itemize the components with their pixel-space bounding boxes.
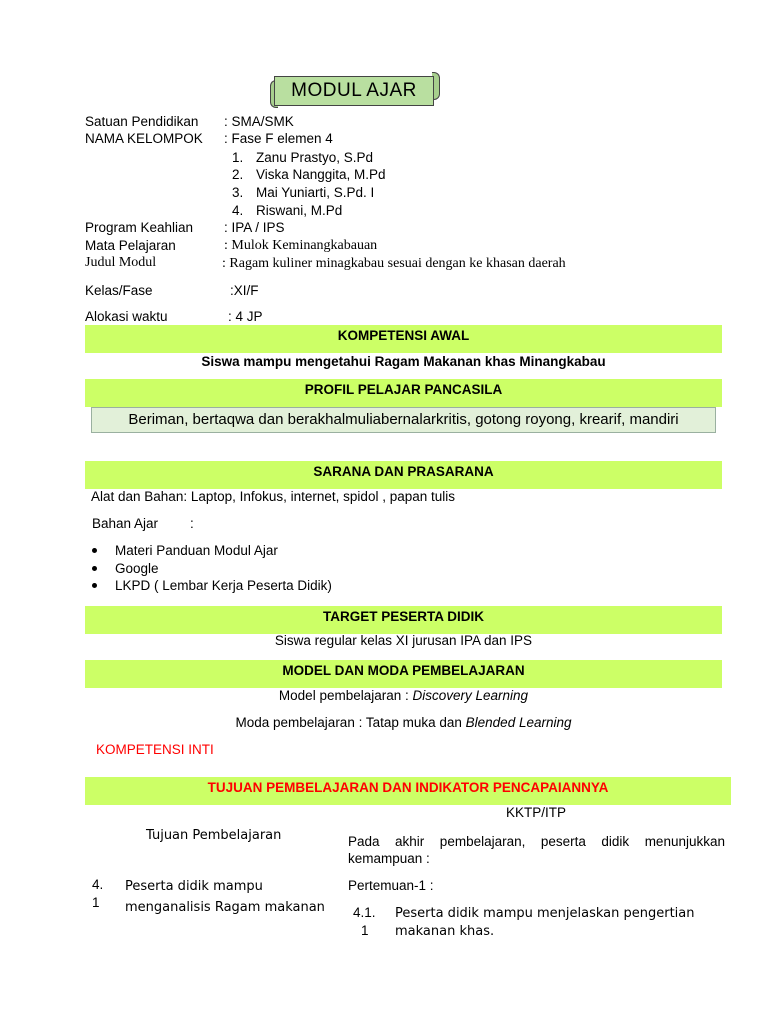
indikator-number: 4.1. <box>353 905 376 920</box>
program-value: : IPA / IPS <box>224 220 285 235</box>
tujuan-heading: TUJUAN PEMBELAJARAN DAN INDIKATOR PENCAPAIANNYA <box>85 777 731 805</box>
model-line <box>85 688 722 703</box>
target-text: Siswa regular kelas XI jurusan IPA dan IPS <box>274 633 533 648</box>
title-banner <box>270 72 440 108</box>
list-item: Google <box>115 561 159 576</box>
moda-line <box>85 715 722 730</box>
moda-value: Blended Learning <box>465 715 572 730</box>
judul-label: Judul Modul <box>85 255 157 270</box>
mapel-label: Mata Pelajaran <box>85 238 176 253</box>
list-item: Materi Panduan Modul Ajar <box>115 543 278 558</box>
member-name: Riswani, M.Pd <box>256 203 343 218</box>
target-heading: TARGET PESERTA DIDIK <box>85 606 722 634</box>
judul-value: : Ragam kuliner minagkabau sesuai dengan ke khasan daerah <box>222 256 566 271</box>
indikator-line: makanan khas. <box>395 924 495 939</box>
page-title: MODUL AJAR <box>291 80 417 101</box>
member-num: 1. <box>232 150 244 165</box>
tujuan-column-header: Tujuan Pembelajaran <box>146 828 282 843</box>
tujuan-line: Peserta didik mampu <box>125 879 263 894</box>
kemampuan-text: Pada akhir pembelajaran, peserta didik menunjukkan kemampuan : <box>348 834 725 866</box>
member-num: 2. <box>232 167 244 182</box>
indikator-number-sub: 1 <box>361 923 369 938</box>
kelompok-value: : Fase F elemen 4 <box>224 131 333 146</box>
satuan-value: : SMA/SMK <box>224 114 294 129</box>
kelas-value: :XI/F <box>230 283 259 298</box>
member-name: Zanu Prastyo, S.Pd <box>256 150 374 165</box>
mapel-value: : Mulok Keminangkabauan <box>224 238 378 253</box>
member-num: 4. <box>232 203 244 218</box>
kompetensi-inti-heading: KOMPETENSI INTI <box>96 742 214 757</box>
bullet-icon <box>92 583 97 588</box>
kompetensi-awal-text: Siswa mampu mengetahui Ragam Makanan khas Minangkabau <box>201 354 606 369</box>
profil-heading: PROFIL PELAJAR PANCASILA <box>85 379 722 407</box>
alat-bahan-text: Alat dan Bahan: Laptop, Infokus, internet, spidol , papan tulis <box>91 489 455 504</box>
sarana-heading: SARANA DAN PRASARANA <box>85 461 722 489</box>
member-name: Mai Yuniarti, S.Pd. I <box>256 185 375 200</box>
bahan-ajar-label: Bahan Ajar <box>92 516 159 531</box>
bullet-icon <box>92 548 97 553</box>
kompetensi-awal-heading: KOMPETENSI AWAL <box>85 325 722 353</box>
member-name: Viska Nanggita, M.Pd <box>256 167 386 182</box>
list-item: LKPD ( Lembar Kerja Peserta Didik) <box>115 578 332 593</box>
model-prefix: Model pembelajaran : <box>278 688 413 703</box>
kelompok-label: NAMA KELOMPOK <box>85 131 203 146</box>
alokasi-value: : 4 JP <box>228 309 263 324</box>
moda-prefix: Moda pembelajaran : Tatap muka dan <box>235 715 466 730</box>
alokasi-label: Alokasi waktu <box>85 309 168 324</box>
tujuan-number-sub: 1 <box>92 895 100 910</box>
kelas-label: Kelas/Fase <box>85 283 153 298</box>
tujuan-number: 4. <box>92 877 104 892</box>
kktp-label: KKTP/ITP <box>506 805 567 820</box>
satuan-label: Satuan Pendidikan <box>85 114 199 129</box>
program-label: Program Keahlian <box>85 220 194 235</box>
indikator-line: Peserta didik mampu menjelaskan pengertian <box>395 906 695 921</box>
pertemuan-label: Pertemuan-1 : <box>348 878 434 893</box>
tujuan-line: menganalisis Ragam makanan <box>125 900 325 915</box>
profil-text-box: Beriman, bertaqwa dan berakhalmuliabernalarkritis, gotong royong, krearif, mandiri <box>91 407 716 433</box>
bullet-icon <box>92 566 97 571</box>
bahan-ajar-colon: : <box>190 516 194 531</box>
model-heading: MODEL DAN MODA PEMBELAJARAN <box>85 660 722 688</box>
model-value: Discovery Learning <box>412 688 529 703</box>
member-num: 3. <box>232 185 244 200</box>
